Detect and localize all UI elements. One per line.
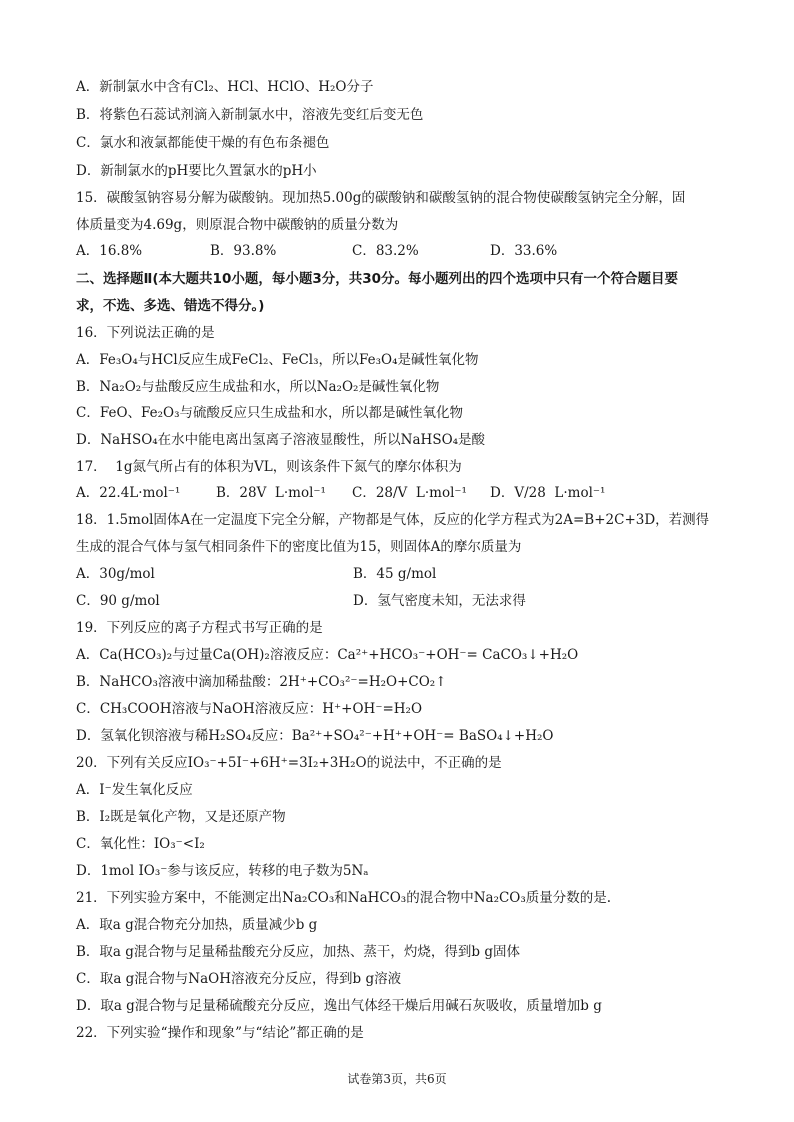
section-heading: 二、选择题Ⅱ(本大题共10小题，每小题3分，共30分。每小题列出的四个选项中只有一个符合题目要 xyxy=(76,271,679,287)
q20-option-a: A．I⁻发生氧化反应 xyxy=(76,782,193,798)
q18-stem: 18．1.5mol固体A在一定温度下完全分解，产物都是气体，反应的化学方程式为2A=B+2C+3D，若测得 xyxy=(76,512,710,528)
q15-stem: 15．碳酸氢钠容易分解为碳酸钠。现加热5.00g的碳酸钠和碳酸氢钠的混合物使碳酸氢钠完全分解，固 xyxy=(76,190,686,206)
q19-stem: 19．下列反应的离子方程式书写正确的是 xyxy=(76,620,323,636)
q16-option-c: C．FeO、Fe₂O₃与硫酸反应只生成盐和水，所以都是碱性氧化物 xyxy=(76,405,464,421)
q18-option-a: A．30g/mol xyxy=(76,566,155,582)
q18-stem-cont: 生成的混合气体与氢气相同条件下的密度比值为15，则固体A的摩尔质量为 xyxy=(76,539,522,555)
q17-stem: 17． 1g氮气所占有的体积为VL，则该条件下氮气的摩尔体积为 xyxy=(76,459,462,475)
q15-option-a: A．16.8% xyxy=(76,243,143,259)
section-heading-cont: 求，不选、多选、错选不得分。) xyxy=(76,298,265,314)
q19-option-c: C．CH₃COOH溶液与NaOH溶液反应：H⁺+OH⁻=H₂O xyxy=(76,701,423,717)
q19-option-a: A．Ca(HCO₃)₂与过量Ca(OH)₂溶液反应：Ca²⁺+HCO₃⁻+OH⁻= CaCO₃↓+H₂O xyxy=(76,647,579,663)
page-footer: 试卷第3页，共6页 xyxy=(347,1072,447,1086)
q20-stem: 20．下列有关反应IO₃⁻+5I⁻+6H⁺=3I₂+3H₂O的说法中，不正确的是 xyxy=(76,755,502,771)
q15-option-b: B．93.8% xyxy=(210,243,277,259)
q19-option-d: D．氢氧化钡溶液与稀H₂SO₄反应：Ba²⁺+SO₄²⁻+H⁺+OH⁻= BaSO₄↓+H₂O xyxy=(76,728,554,744)
q14-option-a: A．新制氯水中含有Cl₂、HCl、HClO、H₂O分子 xyxy=(76,79,374,95)
q20-option-d: D．1mol IO₃⁻参与该反应，转移的电子数为5Nₐ xyxy=(76,863,369,879)
q20-option-b: B．I₂既是氧化产物，又是还原产物 xyxy=(76,809,286,825)
q17-options xyxy=(76,484,736,502)
q21-option-b: B．取a g混合物与足量稀盐酸充分反应，加热、蒸干，灼烧，得到b g固体 xyxy=(76,944,520,960)
q16-option-b: B．Na₂O₂与盐酸反应生成盐和水，所以Na₂O₂是碱性氧化物 xyxy=(76,379,440,395)
q16-option-a: A．Fe₃O₄与HCl反应生成FeCl₂、FeCl₃，所以Fe₃O₄是碱性氧化物 xyxy=(76,352,479,368)
q15-option-d: D．33.6% xyxy=(490,243,558,259)
q21-option-d: D．取a g混合物与足量稀硫酸充分反应，逸出气体经干燥后用碱石灰吸收，质量增加b g xyxy=(76,998,602,1014)
q14-option-b: B．将紫色石蕊试剂滴入新制氯水中，溶液先变红后变无色 xyxy=(76,107,424,123)
q21-option-a: A．取a g混合物充分加热，质量减少b g xyxy=(76,917,318,933)
q17-option-c: C．28/V L·mol⁻¹ xyxy=(352,485,467,501)
q15-stem-cont: 体质量变为4.69g，则原混合物中碳酸钠的质量分数为 xyxy=(76,217,399,233)
q21-option-c: C．取a g混合物与NaOH溶液充分反应，得到b g溶液 xyxy=(76,971,402,987)
q15-option-c: C．83.2% xyxy=(352,243,419,259)
q19-option-b: B．NaHCO₃溶液中滴加稀盐酸：2H⁺+CO₃²⁻=H₂O+CO₂↑ xyxy=(76,674,447,690)
q16-stem: 16．下列说法正确的是 xyxy=(76,325,215,341)
q22-stem: 22．下列实验“操作和现象”与“结论”都正确的是 xyxy=(76,1025,364,1041)
q17-option-b: B．28V L·mol⁻¹ xyxy=(216,485,326,501)
q14-option-d: D．新制氯水的pH要比久置氯水的pH小 xyxy=(76,163,317,179)
q18-option-d: D．氢气密度未知，无法求得 xyxy=(353,593,526,609)
q18-option-b: B．45 g/mol xyxy=(353,566,437,582)
q18-option-c: C．90 g/mol xyxy=(76,593,160,609)
q17-option-d: D．V/28 L·mol⁻¹ xyxy=(490,485,606,501)
q16-option-d: D．NaHSO₄在水中能电离出氢离子溶液显酸性，所以NaHSO₄是酸 xyxy=(76,432,486,448)
q17-option-a: A．22.4L·mol⁻¹ xyxy=(76,485,181,501)
q20-option-c: C．氧化性：IO₃⁻<I₂ xyxy=(76,836,205,852)
q21-stem: 21．下列实验方案中，不能测定出Na₂CO₃和NaHCO₃的混合物中Na₂CO₃质量分数的是. xyxy=(76,890,612,906)
q14-option-c: C．氯水和液氯都能使干燥的有色布条褪色 xyxy=(76,135,330,151)
q15-options xyxy=(76,242,736,260)
